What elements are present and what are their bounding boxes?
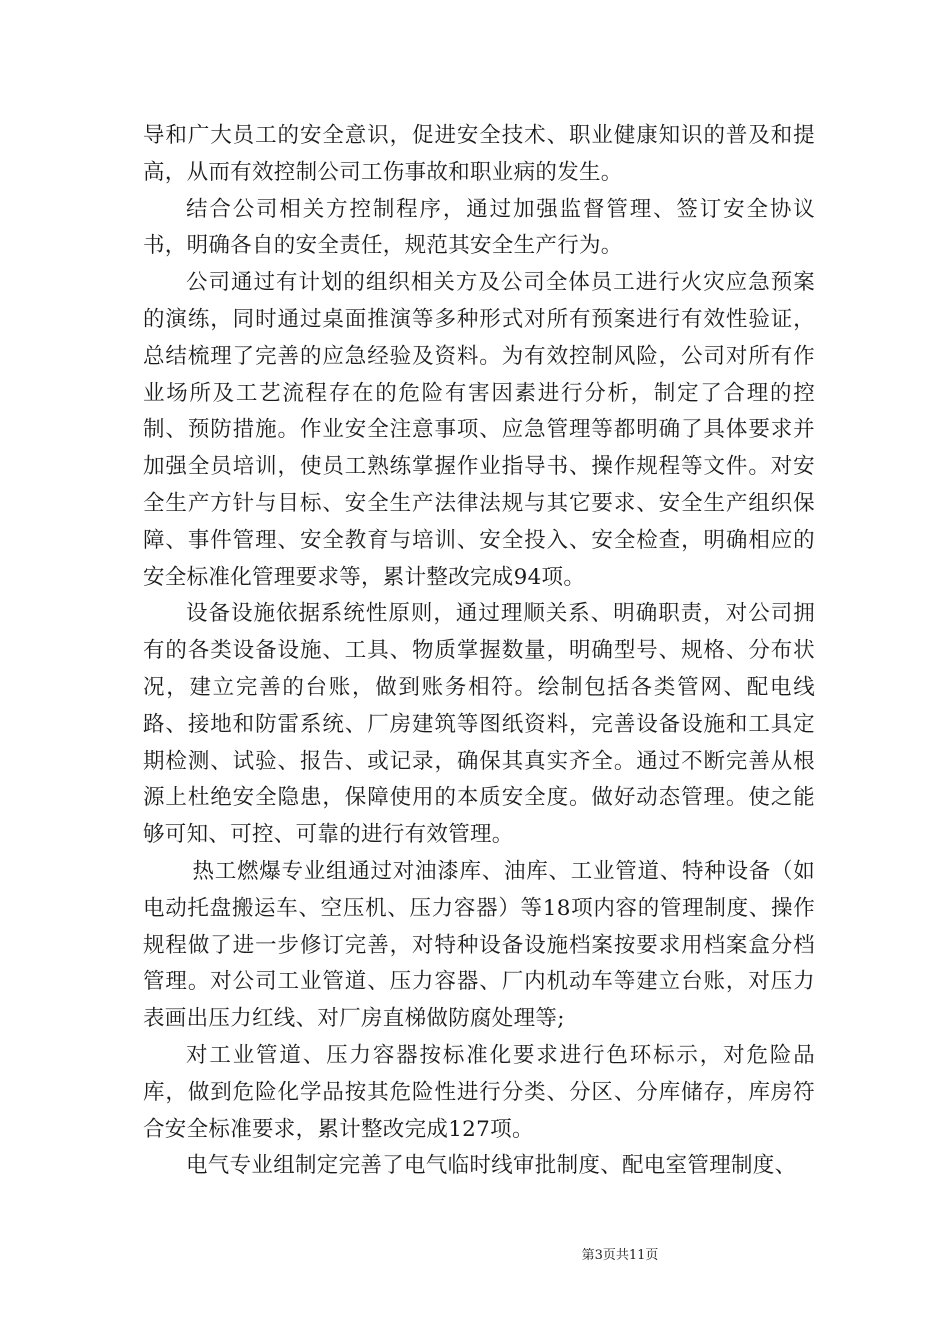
body-text bbox=[143, 118, 815, 1185]
paragraph-electrical-group: 电气专业组制定完善了电气临时线审批制度、配电室管理制度、 bbox=[186, 1153, 797, 1179]
page-footer bbox=[0, 1247, 950, 1265]
page-number: 第3页共11页 bbox=[581, 1248, 659, 1263]
paragraph-emergency-drills: 公司通过有计划的组织相关方及公司全体员工进行火灾应急预案的演练，同时通过桌面推演等多种形式对所有预案进行有效性验证，总结梳理了完善的应急经验及资料。为有效控制风险，公司对所有作业场所及工艺流程存在的危险有害因素进行分析，制定了合理的控制、预防措施。作业安全注意事项、应急管理等都明确了具体要求并加强全员培训，使员工熟练掌握作业指导书、操作规程等文件。对安全生产方针与目标、安全生产法律法规与其它要求、安全生产组织保障、事件管理、安全教育与培训、安全投入、安全检查，明确相应的安全标准化管理要求等，累计整改完成94项。 bbox=[143, 270, 815, 590]
paragraph-thermal-explosion-group: 热工燃爆专业组通过对油漆库、油库、工业管道、特种设备（如电动托盘搬运车、空压机、压力容器）等18项内容的管理制度、操作规程做了进一步修订完善，对特种设备设施档案按要求用档案盒分档管理。对公司工业管道、压力容器、厂内机动车等建立台账，对压力表画出压力红线、对厂房直梯做防腐处理等; bbox=[143, 858, 815, 1032]
paragraph-equipment-facilities: 设备设施依据系统性原则，通过理顺关系、明确职责，对公司拥有的各类设备设施、工具、物质掌握数量，明确型号、规格、分布状况，建立完善的台账，做到账务相符。绘制包括各类管网、配电线路、接地和防雷系统、厂房建筑等图纸资料，完善设备设施和工具定期检测、试验、报告、或记录，确保其真实齐全。通过不断完善从根源上杜绝安全隐患，保障使用的本质安全度。做好动态管理。使之能够可知、可控、可靠的进行有效管理。 bbox=[143, 601, 815, 848]
paragraph-pipeline-pressure-vessels: 对工业管道、压力容器按标准化要求进行色环标示，对危险品库，做到危险化学品按其危险性进行分类、分区、分库储存，库房符合安全标准要求，累计整改完成127项。 bbox=[143, 1042, 815, 1142]
paragraph-related-party-control: 结合公司相关方控制程序，通过加强监督管理、签订安全协议书，明确各自的安全责任，规范其安全生产行为。 bbox=[143, 196, 815, 259]
paragraph-continuation: 导和广大员工的安全意识，促进安全技术、职业健康知识的普及和提高，从而有效控制公司工伤事故和职业病的发生。 bbox=[143, 123, 815, 185]
